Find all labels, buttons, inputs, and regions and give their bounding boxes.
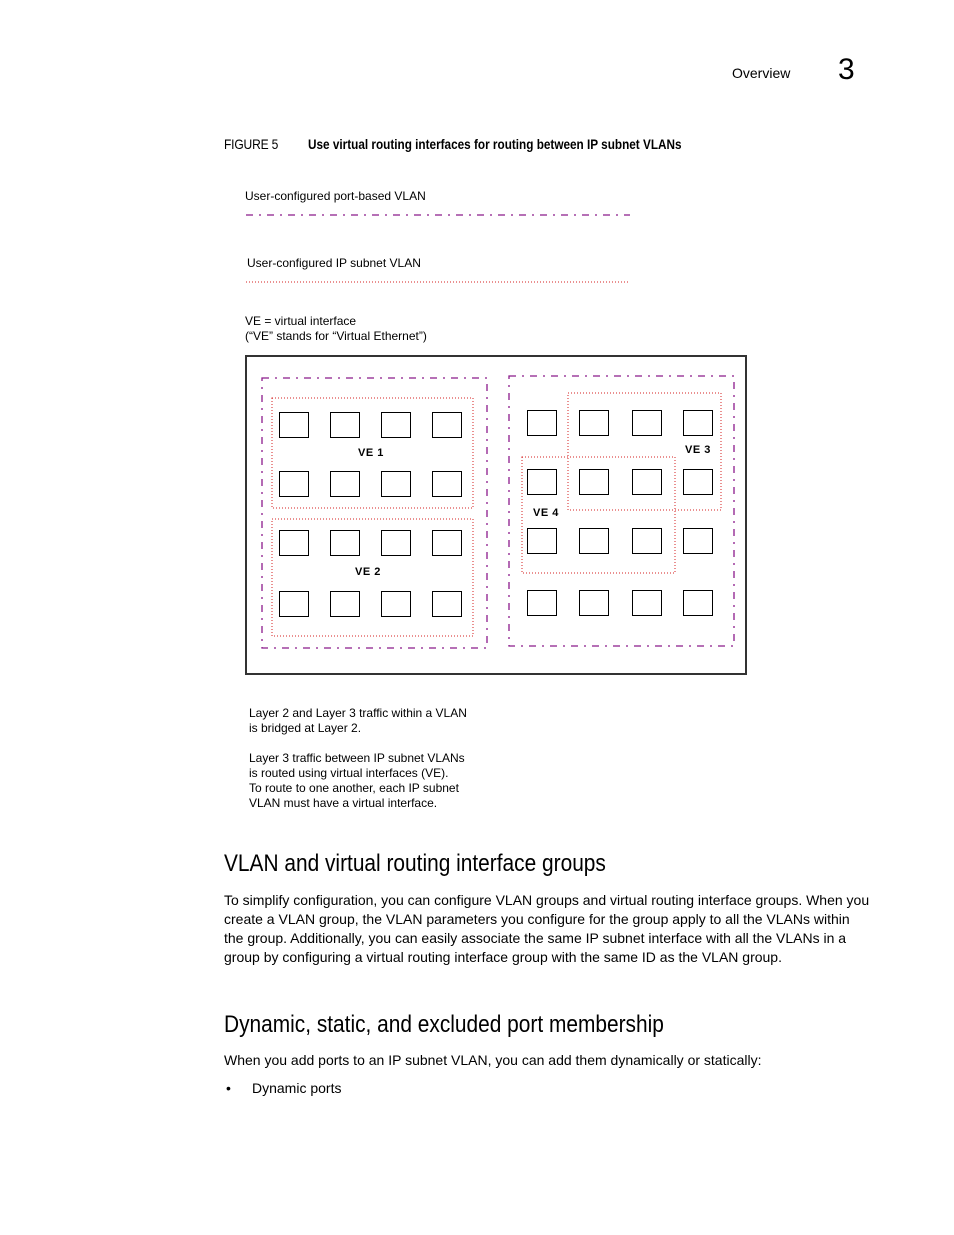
figure-label: FIGURE 5 bbox=[224, 136, 279, 152]
port bbox=[381, 471, 411, 497]
list-item: Dynamic ports bbox=[252, 1080, 342, 1096]
ve2-label: VE 2 bbox=[355, 566, 381, 578]
port bbox=[632, 410, 662, 436]
port bbox=[279, 412, 309, 438]
port bbox=[432, 591, 462, 617]
port bbox=[279, 591, 309, 617]
port bbox=[432, 530, 462, 556]
section-body-vlan-groups: To simplify configuration, you can configure VLAN groups and virtual routing interface groups. When you create a VLAN group, the VLAN parameters you configure for the group apply to all the VLANs within the group. Additionally, you can easily associate the same IP subnet interface with all the VLANs in a group by configuring a virtual routing interface group with the same ID as the VLAN group. bbox=[224, 892, 870, 965]
port bbox=[632, 469, 662, 495]
port bbox=[432, 471, 462, 497]
ve3-label: VE 3 bbox=[685, 444, 711, 456]
port bbox=[683, 590, 713, 616]
figure-caption: Use virtual routing interfaces for routing between IP subnet VLANs bbox=[308, 136, 682, 152]
port bbox=[683, 469, 713, 495]
port bbox=[527, 469, 557, 495]
port bbox=[330, 530, 360, 556]
vlan-diagram-lines bbox=[245, 355, 747, 675]
port bbox=[279, 530, 309, 556]
figure-note2-line4: VLAN must have a virtual interface. bbox=[249, 796, 438, 810]
figure-note2-line3: To route to one another, each IP subnet bbox=[249, 781, 459, 795]
legend-port-vlan-label: User-configured port-based VLAN bbox=[245, 189, 426, 203]
legend-ve-line2: (“VE” stands for “Virtual Ethernet”) bbox=[245, 329, 427, 343]
port bbox=[579, 410, 609, 436]
port bbox=[527, 590, 557, 616]
section-heading-port-membership: Dynamic, static, and excluded port membership bbox=[224, 1011, 664, 1038]
chapter-number: 3 bbox=[838, 53, 855, 86]
legend-port-vlan-line bbox=[244, 210, 634, 220]
figure-note1-line1: Layer 2 and Layer 3 traffic within a VLAN bbox=[249, 706, 467, 720]
port bbox=[579, 528, 609, 554]
figure-note2-line1: Layer 3 traffic between IP subnet VLANs bbox=[249, 751, 465, 765]
port bbox=[330, 471, 360, 497]
port bbox=[279, 471, 309, 497]
running-header-section: Overview bbox=[732, 65, 791, 81]
port bbox=[632, 590, 662, 616]
port bbox=[381, 530, 411, 556]
legend-ip-vlan-label: User-configured IP subnet VLAN bbox=[247, 256, 421, 270]
ve1-label: VE 1 bbox=[358, 447, 384, 459]
figure-note2-line2: is routed using virtual interfaces (VE). bbox=[249, 766, 449, 780]
ve4-label: VE 4 bbox=[533, 507, 559, 519]
section-body-port-membership: When you add ports to an IP subnet VLAN, you can add them dynamically or statically: bbox=[224, 1052, 762, 1068]
port bbox=[527, 410, 557, 436]
port bbox=[683, 528, 713, 554]
figure-note1-line2: is bridged at Layer 2. bbox=[249, 721, 362, 735]
port bbox=[683, 410, 713, 436]
port bbox=[527, 528, 557, 554]
port bbox=[381, 591, 411, 617]
port bbox=[381, 412, 411, 438]
port bbox=[632, 528, 662, 554]
section-heading-vlan-groups: VLAN and virtual routing interface groups bbox=[224, 850, 606, 877]
legend-ve-line1: VE = virtual interface bbox=[245, 314, 357, 328]
bullet-dot: • bbox=[226, 1080, 231, 1096]
port bbox=[432, 412, 462, 438]
port bbox=[330, 412, 360, 438]
port bbox=[330, 591, 360, 617]
port bbox=[579, 590, 609, 616]
port bbox=[579, 469, 609, 495]
legend-ip-vlan-line bbox=[244, 277, 634, 287]
